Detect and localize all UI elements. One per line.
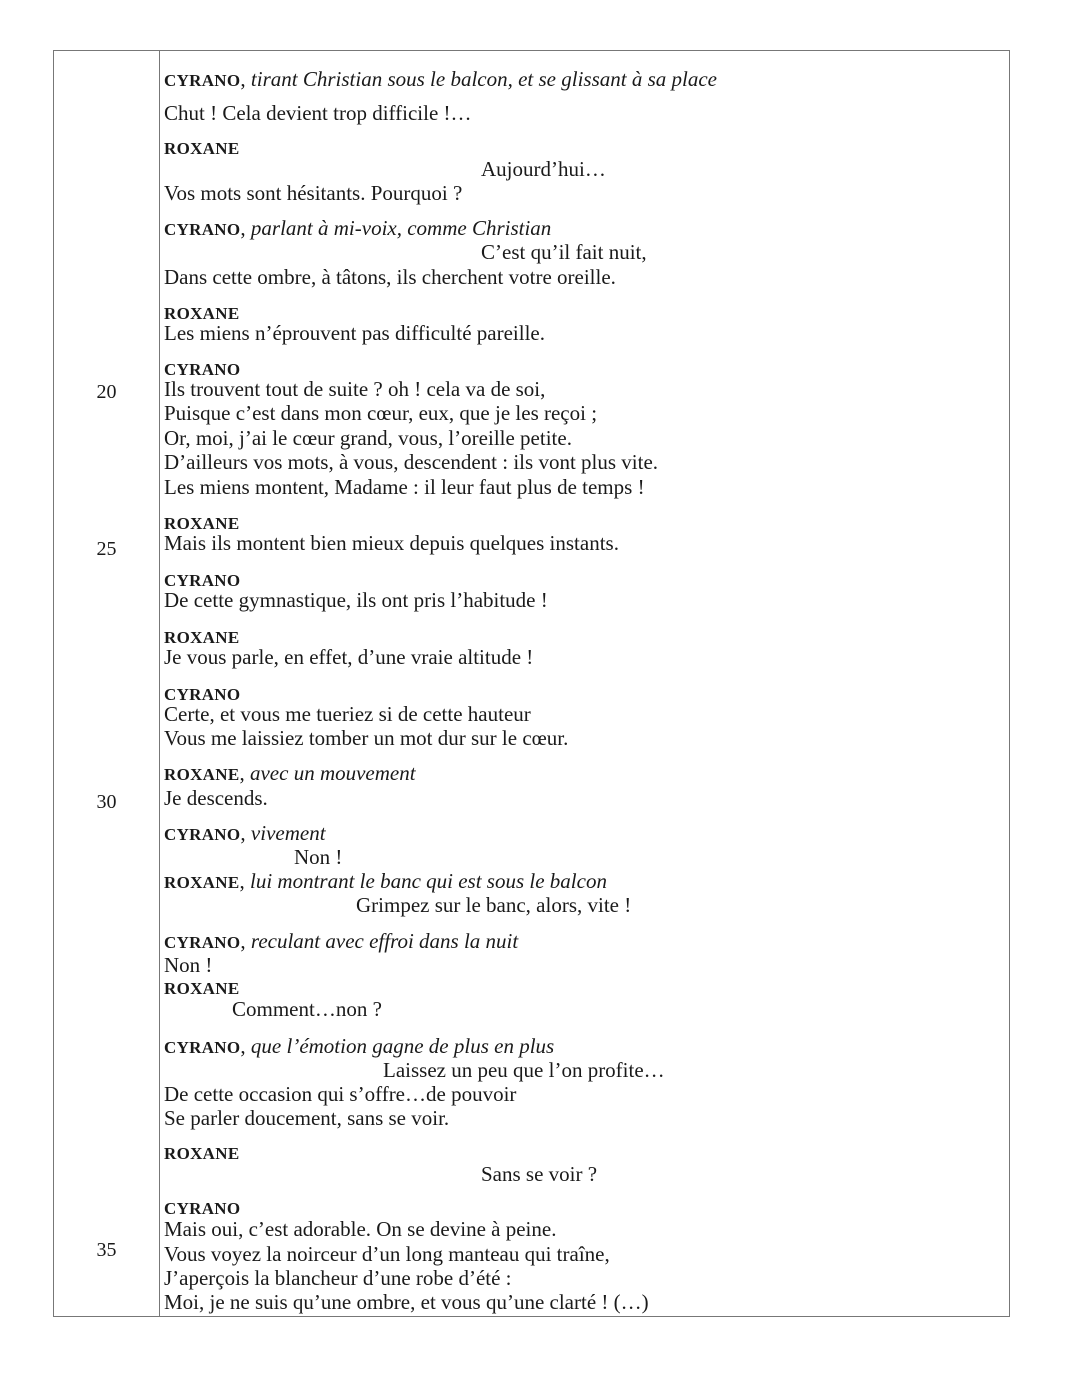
stage-direction: avec un mouvement <box>249 761 416 785</box>
speaker-name: ROXANE <box>164 873 240 892</box>
verse-line: Or, moi, j’ai le cœur grand, vous, l’oreille petite. <box>164 426 572 450</box>
verse-line: Comment…non ? <box>232 997 382 1021</box>
verse-line: J’aperçois la blancheur d’une robe d’été : <box>164 1266 512 1290</box>
speaker-line <box>164 626 239 647</box>
speaker-name: ROXANE <box>164 765 240 784</box>
speaker-name: ROXANE <box>164 139 240 158</box>
stage-direction: tirant Christian sous le balcon, et se glissant à sa place <box>250 67 718 91</box>
stage-direction: reculant avec effroi dans la nuit <box>250 929 519 953</box>
separator: , <box>239 761 250 785</box>
stage-direction: lui montrant le banc qui est sous le balcon <box>249 869 607 893</box>
verse-line: Les miens montent, Madame : il leur faut plus de temps ! <box>164 475 645 499</box>
line-number-30: 30 <box>96 791 117 813</box>
verse-line: Je vous parle, en effet, d’une vraie altitude ! <box>164 645 534 669</box>
stage-direction: parlant à mi-voix, comme Christian <box>250 216 552 240</box>
verse-line: Chut ! Cela devient trop difficile !… <box>164 101 472 125</box>
separator: , <box>240 216 251 240</box>
separator: , <box>239 869 250 893</box>
separator: , <box>240 1034 251 1058</box>
speaker-name: ROXANE <box>164 304 240 323</box>
stage-line <box>164 763 416 784</box>
speaker-name: ROXANE <box>164 1144 240 1163</box>
verse-line: Vos mots sont hésitants. Pourquoi ? <box>164 181 463 205</box>
speaker-name: ROXANE <box>164 514 240 533</box>
speaker-line <box>164 302 239 323</box>
verse-line: Se parler doucement, sans se voir. <box>164 1106 450 1130</box>
separator: , <box>240 67 251 91</box>
verse-line: De cette gymnastique, ils ont pris l’habitude ! <box>164 588 548 612</box>
speaker-name: CYRANO <box>164 1038 241 1057</box>
speaker-line <box>164 1197 240 1218</box>
verse-line: Dans cette ombre, à tâtons, ils cherchent votre oreille. <box>164 265 616 289</box>
stage-line <box>164 69 717 90</box>
verse-line: Non ! <box>164 953 213 977</box>
speaker-name: CYRANO <box>164 571 241 590</box>
speaker-name: CYRANO <box>164 1199 241 1218</box>
separator: , <box>240 929 251 953</box>
verse-line: Non ! <box>294 845 343 869</box>
play-text <box>164 51 1004 1316</box>
verse-line: Mais ils montent bien mieux depuis quelques instants. <box>164 531 619 555</box>
verse-line: Certe, et vous me tueriez si de cette hauteur <box>164 702 531 726</box>
line-number-25: 25 <box>96 538 117 560</box>
stage-line <box>164 1036 554 1057</box>
verse-line: Vous me laissiez tomber un mot dur sur le cœur. <box>164 726 569 750</box>
verse-line: Je descends. <box>164 786 268 810</box>
speaker-name: CYRANO <box>164 360 241 379</box>
verse-line: Laissez un peu que l’on profite… <box>383 1058 665 1082</box>
verse-line: Mais oui, c’est adorable. On se devine à peine. <box>164 1217 557 1241</box>
speaker-name: ROXANE <box>164 979 240 998</box>
line-number-gutter <box>54 51 160 1316</box>
verse-line: Grimpez sur le banc, alors, vite ! <box>356 893 632 917</box>
separator: , <box>240 821 251 845</box>
speaker-line <box>164 137 239 158</box>
verse-line: C’est qu’il fait nuit, <box>481 240 647 264</box>
speaker-name: CYRANO <box>164 685 241 704</box>
stage-line <box>164 871 607 892</box>
verse-line: Vous voyez la noirceur d’un long manteau qui traîne, <box>164 1242 610 1266</box>
verse-line: Moi, je ne suis qu’une ombre, et vous qu’une clarté ! (…) <box>164 1290 649 1314</box>
verse-line: De cette occasion qui s’offre…de pouvoir <box>164 1082 517 1106</box>
document-frame <box>53 50 1010 1317</box>
line-number-20: 20 <box>96 381 117 403</box>
stage-line <box>164 931 518 952</box>
speaker-name: CYRANO <box>164 220 241 239</box>
stage-direction: que l’émotion gagne de plus en plus <box>250 1034 555 1058</box>
verse-line: Puisque c’est dans mon cœur, eux, que je les reçoi ; <box>164 401 598 425</box>
verse-line: Sans se voir ? <box>481 1162 598 1186</box>
speaker-line <box>164 512 239 533</box>
speaker-line <box>164 683 240 704</box>
verse-line: Les miens n’éprouvent pas difficulté pareille. <box>164 321 545 345</box>
speaker-line <box>164 569 240 590</box>
stage-line <box>164 823 326 844</box>
speaker-line <box>164 977 239 998</box>
stage-direction: vivement <box>250 821 326 845</box>
speaker-line <box>164 358 240 379</box>
stage-line <box>164 218 551 239</box>
line-number-35: 35 <box>96 1239 117 1261</box>
speaker-name: CYRANO <box>164 71 241 90</box>
speaker-line <box>164 1142 239 1163</box>
speaker-name: CYRANO <box>164 825 241 844</box>
verse-line: Aujourd’hui… <box>481 157 606 181</box>
speaker-name: CYRANO <box>164 933 241 952</box>
speaker-name: ROXANE <box>164 628 240 647</box>
verse-line: Ils trouvent tout de suite ? oh ! cela va de soi, <box>164 377 546 401</box>
verse-line: D’ailleurs vos mots, à vous, descendent : ils vont plus vite. <box>164 450 659 474</box>
